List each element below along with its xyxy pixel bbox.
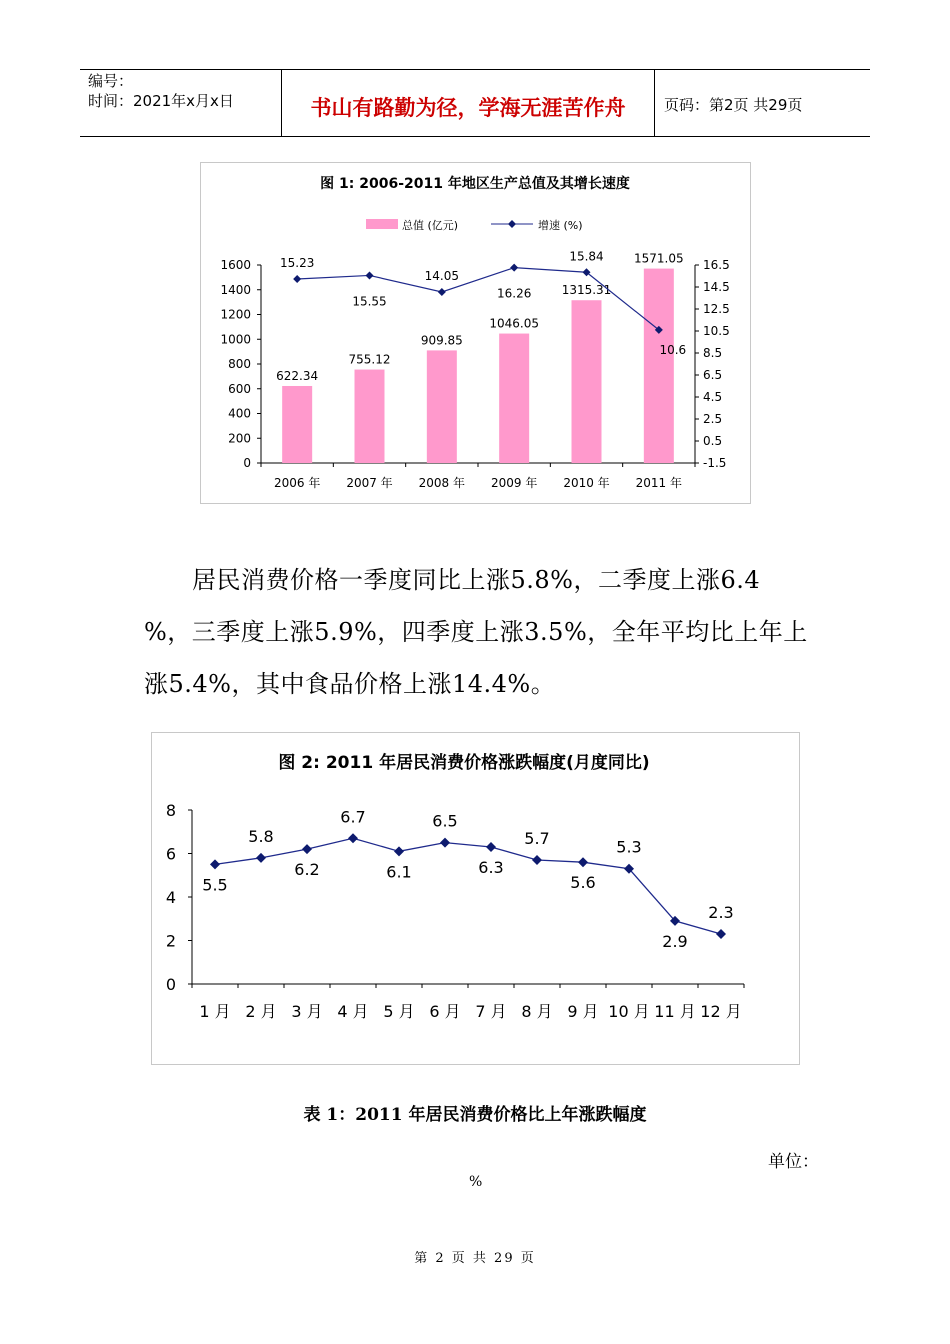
- chart1-left-tick-label: 1000: [220, 332, 251, 347]
- chart2-month-label: 6 月: [429, 1002, 461, 1021]
- chart1-bar-label: 1571.05: [634, 251, 684, 266]
- chart1-bar-label: 1315.31: [561, 283, 612, 298]
- chart1-bar: [644, 269, 674, 463]
- chart2-month-label: 8 月: [521, 1002, 553, 1021]
- chart1-left-tick-label: 400: [228, 406, 251, 421]
- chart2-month-label: 3 月: [291, 1002, 323, 1021]
- chart1-left-tick-label: 1600: [220, 258, 251, 272]
- chart1-growth-point: [438, 288, 446, 296]
- chart2-y-tick-label: 2: [165, 931, 176, 951]
- chart1-left-tick-label: 800: [228, 357, 251, 371]
- chart2-cpi-label: 6.3: [478, 857, 504, 877]
- chart2-y-tick-label: 8: [165, 801, 176, 820]
- page-footer: 第 2 页 共 29 页: [414, 1251, 536, 1266]
- chart2-cpi-label: 6.7: [340, 807, 366, 827]
- chart1-growth-label: 14.05: [424, 268, 460, 283]
- chart2-frame: [151, 732, 800, 1065]
- chart2-cpi-label: 2.9: [662, 931, 688, 951]
- chart1-left-tick-label: 0: [243, 456, 251, 470]
- chart1-right-tick-label: 8.5: [703, 346, 723, 360]
- chart2-month-label: 5 月: [383, 1002, 415, 1021]
- chart2-title: 图 2: 2011 年居民消费价格涨跌幅度(月度同比): [278, 753, 650, 773]
- chart1-growth-label: 15.84: [569, 249, 604, 264]
- chart1-right-tick-label: 4.5: [703, 390, 723, 404]
- chart1-category-label: 2008 年: [418, 476, 466, 490]
- unit-label: 单位：: [768, 1152, 819, 1172]
- chart1-right-tick-label: 10.5: [703, 324, 730, 338]
- chart1-bar-label: 909.85: [420, 333, 463, 348]
- chart2-cpi-label: 6.2: [294, 860, 320, 880]
- chart1-bar: [282, 386, 312, 463]
- paragraph-line: 涨5.4%，其中食品价格上涨14.4%。: [144, 670, 556, 698]
- header-top-rule: [80, 69, 870, 70]
- chart1-gdp-growth: [201, 163, 750, 503]
- chart2-y-tick-label: 4: [165, 888, 176, 907]
- chart2-cpi-point: [256, 853, 266, 863]
- chart2-cpi-label: 5.5: [202, 875, 228, 895]
- chart2-cpi-point: [440, 838, 450, 848]
- chart1-legend-line-label: 增速 (%): [538, 219, 583, 232]
- chart1-right-tick-label: 2.5: [703, 412, 723, 426]
- chart2-cpi-label: 5.7: [524, 829, 550, 849]
- chart1-bar: [427, 350, 457, 463]
- chart2-monthly-cpi: [152, 733, 799, 1064]
- chart2-cpi-label: 5.6: [570, 873, 596, 893]
- header-divider: [654, 69, 655, 136]
- chart2-month-label: 11 月: [654, 1002, 696, 1021]
- cpi-paragraph: [144, 554, 824, 710]
- document-number-label: 编号：: [88, 72, 134, 90]
- chart1-legend-bar-label: 总值 (亿元): [402, 219, 459, 232]
- chart1-frame: [200, 162, 751, 504]
- chart2-cpi-label: 6.5: [432, 811, 458, 831]
- header-page-info: 页码：第2页 共29页: [664, 96, 803, 114]
- paragraph-line-text: 居民消费价格一季度同比上涨5.8%，二季度上涨6.4: [192, 566, 761, 594]
- chart2-cpi-point: [532, 855, 542, 865]
- chart1-category-label: 2007 年: [346, 476, 393, 490]
- chart1-category-label: 2010 年: [563, 476, 610, 490]
- chart2-cpi-point: [486, 842, 496, 852]
- unit-value: %: [469, 1174, 483, 1190]
- chart2-month-label: 2 月: [245, 1002, 277, 1021]
- chart1-growth-label: 16.26: [496, 286, 532, 301]
- chart1-legend-line-marker: [508, 220, 516, 228]
- chart1-growth-point: [293, 275, 301, 283]
- chart1-left-tick-label: 200: [228, 431, 251, 446]
- chart2-y-tick-label: 0: [165, 975, 176, 994]
- chart2-month-label: 9 月: [567, 1002, 599, 1021]
- chart2-cpi-label: 5.3: [616, 837, 642, 857]
- chart2-cpi-point: [578, 857, 588, 867]
- chart2-y-tick-label: 6: [165, 844, 176, 864]
- chart1-bar-label: 1046.05: [489, 316, 539, 331]
- chart2-month-label: 4 月: [337, 1002, 369, 1021]
- chart1-bar: [572, 300, 602, 463]
- chart1-growth-label: 10.6: [659, 342, 687, 357]
- chart1-right-tick-label: 14.5: [703, 280, 730, 294]
- paragraph-line: %，三季度上涨5.9%，四季度上涨3.5%，全年平均比上年上: [144, 618, 808, 646]
- chart1-right-tick-label: 0.5: [703, 434, 723, 448]
- chart2-cpi-point: [302, 844, 312, 854]
- chart1-growth-label: 15.55: [352, 294, 387, 309]
- chart2-cpi-point: [716, 929, 726, 939]
- chart2-cpi-point: [348, 833, 358, 843]
- chart2-cpi-line: [215, 838, 721, 934]
- chart2-month-label: 12 月: [700, 1002, 742, 1021]
- chart2-cpi-label: 5.8: [248, 826, 274, 846]
- chart1-bar-label: 755.12: [348, 352, 391, 367]
- header-bottom-rule: [80, 136, 870, 137]
- chart1-bar: [499, 334, 529, 463]
- chart2-cpi-label: 2.3: [708, 902, 734, 922]
- chart2-month-label: 1 月: [199, 1002, 231, 1021]
- chart1-left-tick-label: 1200: [220, 307, 251, 322]
- chart1-right-tick-label: 16.5: [703, 258, 730, 272]
- chart1-bar: [355, 370, 385, 463]
- paragraph-line: [144, 554, 824, 606]
- chart2-month-label: 10 月: [608, 1002, 650, 1021]
- chart1-growth-point: [366, 271, 374, 279]
- chart1-category-label: 2011 年: [635, 476, 683, 490]
- chart2-cpi-point: [210, 859, 220, 869]
- chart1-left-tick-label: 600: [228, 381, 251, 396]
- chart1-category-label: 2006 年: [273, 476, 321, 490]
- chart2-cpi-point: [394, 846, 404, 856]
- chart2-month-label: 7 月: [475, 1002, 507, 1021]
- chart1-left-tick-label: 1400: [220, 282, 251, 297]
- document-time-label: 时间：2021年x月x日: [88, 92, 234, 110]
- header-motto: 书山有路勤为径，学海无涯苦作舟: [310, 96, 626, 120]
- chart2-cpi-label: 6.1: [386, 862, 412, 882]
- chart1-right-tick-label: -1.5: [703, 456, 727, 470]
- chart1-growth-label: 15.23: [279, 255, 315, 270]
- chart1-bar-label: 622.34: [276, 368, 319, 383]
- chart1-legend-bar-swatch: [366, 219, 398, 229]
- chart1-right-tick-label: 6.5: [703, 368, 723, 382]
- chart1-title: 图 1: 2006-2011 年地区生产总值及其增长速度: [320, 176, 630, 192]
- chart1-growth-point: [510, 264, 518, 272]
- table1-caption: 表 1：2011 年居民消费价格比上年涨跌幅度: [303, 1105, 647, 1125]
- chart1-right-tick-label: 12.5: [703, 302, 730, 316]
- chart1-category-label: 2009 年: [490, 476, 538, 490]
